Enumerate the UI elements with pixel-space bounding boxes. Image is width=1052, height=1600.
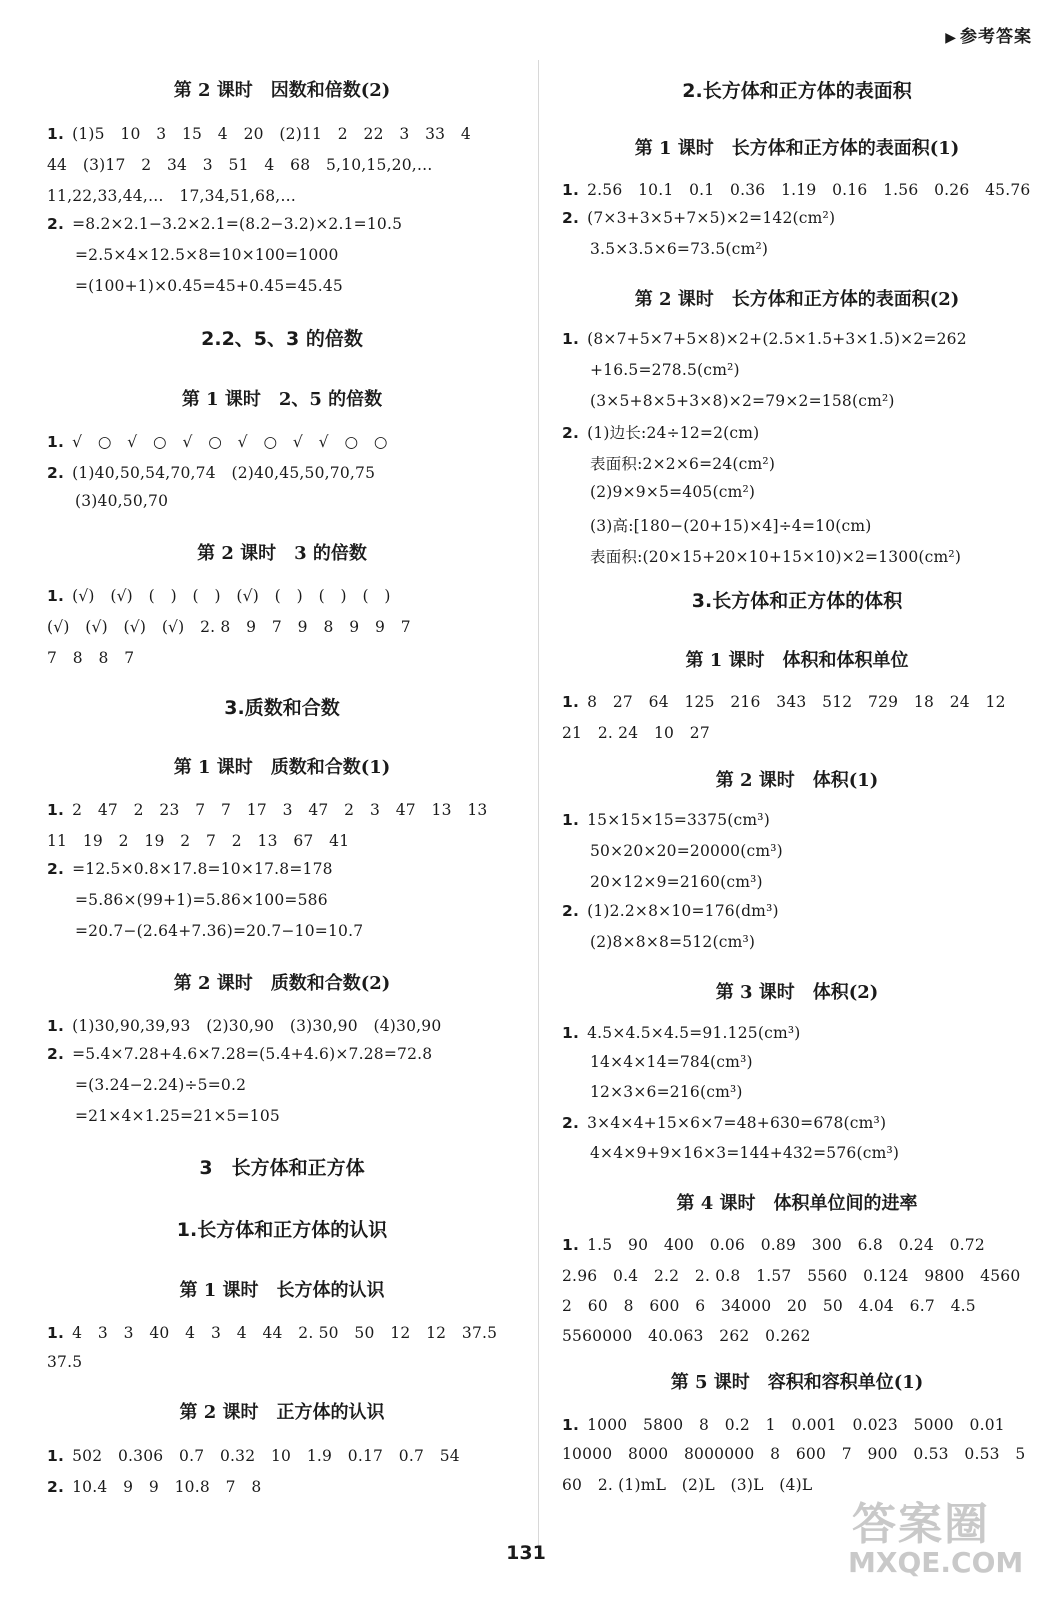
answer-text: (7×3+3×5+7×5)×2=142(cm²) [587,209,836,227]
answer-line [562,1144,1052,1162]
answer-text: (3×5+8×5+3×8)×2=79×2=158(cm²) [590,392,895,410]
answer-text: (1)5 10 3 15 4 20 (2)11 2 22 3 33 4 [72,125,471,143]
answer-line [562,514,1052,536]
question-number: 2. [47,860,65,878]
heading-text: 3.质数和合数 [224,697,340,719]
answer-text: 表面积:2×2×6=24(cm²) [590,455,776,473]
answer-text: 4 3 3 40 4 3 4 44 2. 50 50 12 12 37.5 [72,1324,498,1342]
answer-line [47,584,517,606]
answer-text: 12×3×6=216(cm³) [590,1083,743,1101]
question-number: 2. [47,1045,65,1063]
answer-line [47,492,545,510]
question-number: 1. [47,1017,65,1035]
answer-text: =20.7−(2.64+7.36)=20.7−10=10.7 [75,922,364,940]
answer-text: 50×20×20=20000(cm³) [590,842,783,860]
answer-text: =21×4×1.25=21×5=105 [75,1107,280,1125]
answer-text: 2.96 0.4 2.2 2. 0.8 1.57 5560 0.124 9800 4560 [562,1267,1021,1285]
answer-text: (3)40,50,70 [75,492,169,510]
answer-line [562,209,1032,227]
answer-line [562,545,1052,567]
answer-text: 10.4 9 9 10.8 7 8 [72,1478,262,1496]
answer-text: 1.5 90 400 0.06 0.89 300 6.8 0.24 0.72 [587,1236,985,1254]
answer-line [562,1442,1032,1464]
section-heading [47,324,517,351]
answer-text: (2)8×8×8=512(cm³) [590,933,756,951]
answer-text: =(3.24−2.24)÷5=0.2 [75,1076,247,1094]
answer-text: 15×15×15=3375(cm³) [587,811,770,829]
answer-line [47,215,517,233]
answer-line [562,811,1032,829]
section-heading [47,969,517,995]
answer-text: 14×4×14=784(cm³) [590,1053,753,1071]
answer-line [562,1083,1052,1101]
question-number: 1. [562,330,580,348]
section-heading [562,76,1032,103]
answer-text: 11,22,33,44,… 17,34,51,68,… [47,187,297,205]
answer-text: =2.5×4×12.5×8=10×100=1000 [75,246,339,264]
section-heading [47,1215,517,1242]
answer-line [47,1321,517,1343]
answer-line [562,330,1032,348]
answer-text: (1)40,50,54,70,74 (2)40,45,50,70,75 [72,464,376,482]
question-number: 2. [562,209,580,227]
answer-text: =(100+1)×0.45=45+0.45=45.45 [75,277,343,295]
heading-text: 第 1 课时 质数和合数(1) [173,757,391,778]
question-number: 1. [47,801,65,819]
answer-line [47,798,517,820]
watermark-text: 答案圈 [852,1499,990,1550]
answer-line [47,1353,517,1371]
watermark-url: MXQE.COM [848,1546,1024,1579]
watermark-logo [842,1488,1032,1588]
answer-text: 7 8 8 7 [47,649,135,667]
answer-text: 5560000 40.063 262 0.262 [562,1327,811,1345]
question-number: 2. [47,464,65,482]
section-heading [562,646,1032,672]
answer-line [562,1264,1032,1286]
answer-text: 表面积:(20×15+20×10+15×10)×2=1300(cm²) [590,548,962,566]
answer-text: 1000 5800 8 0.2 1 0.001 0.023 5000 0.01 [587,1416,1005,1434]
answer-line [47,922,545,940]
answer-text: =5.86×(99+1)=5.86×100=586 [75,891,328,909]
answer-line [47,184,517,206]
answer-line [47,277,545,295]
answer-line [47,1045,517,1063]
answer-text: 2 47 2 23 7 7 17 3 47 2 3 47 13 13 [72,801,488,819]
heading-text: 第 1 课时 长方体和正方体的表面积(1) [634,138,960,159]
answer-line [47,430,517,452]
answer-text: 8 27 64 125 216 343 512 729 18 24 12 [587,693,1006,711]
answer-line [562,1114,1032,1132]
answer-text: 2 60 8 600 6 34000 20 50 4.04 6.7 4.5 [562,1297,976,1315]
answer-line [562,902,1032,920]
answer-text: √ ○ √ ○ √ ○ √ ○ √ √ ○ ○ [72,433,388,451]
section-heading [47,1276,517,1302]
question-number: 1. [47,433,65,451]
section-heading [562,766,1032,792]
answer-line [47,153,517,175]
answer-line [562,452,1052,474]
answer-text: (1)边长:24÷12=2(cm) [587,424,760,442]
heading-text: 第 2 课时 质数和合数(2) [173,973,391,994]
answer-line [47,246,545,264]
answer-text: 10000 8000 8000000 8 600 7 900 0.53 0.53 5 [562,1445,1026,1463]
question-number: 1. [562,181,580,199]
heading-text: 第 2 课时 3 的倍数 [197,543,367,564]
answer-line [47,461,517,483]
answer-tag [945,22,1032,47]
heading-text: 2.2、5、3 的倍数 [201,328,363,350]
answer-line [562,1053,1052,1071]
answer-text: =8.2×2.1−3.2×2.1=(8.2−3.2)×2.1=10.5 [72,215,403,233]
heading-text: 第 2 课时 因数和倍数(2) [173,80,391,101]
answer-line [562,933,1052,951]
answer-text: 3.5×3.5×6=73.5(cm²) [590,240,769,258]
answer-line [562,392,1052,410]
section-heading [562,1189,1032,1215]
section-heading [562,586,1032,613]
answer-line [47,1107,545,1125]
answer-text: 11 19 2 19 2 7 2 13 67 41 [47,832,350,850]
answer-text: (8×7+5×7+5×8)×2+(2.5×1.5+3×1.5)×2=262 [587,330,967,348]
question-number: 2. [47,1478,65,1496]
answer-line [562,240,1052,258]
question-number: 1. [562,1024,580,1042]
answer-text: (1)2.2×8×10=176(dm³) [587,902,779,920]
answer-text: =12.5×0.8×17.8=10×17.8=178 [72,860,333,878]
answer-line [562,421,1032,443]
heading-text: 第 1 课时 长方体的认识 [179,1280,385,1301]
answer-text: (√) (√) ( ) ( ) (√) ( ) ( ) ( ) [72,587,391,605]
heading-text: 第 1 课时 2、5 的倍数 [181,389,383,410]
answer-text: 37.5 [47,1353,83,1371]
section-heading [47,693,517,720]
answer-text: 2.56 10.1 0.1 0.36 1.19 0.16 1.56 0.26 45.76 [587,181,1031,199]
section-heading [47,1153,517,1180]
answer-text: 502 0.306 0.7 0.32 10 1.9 0.17 0.7 54 [72,1447,460,1465]
question-number: 1. [47,1324,65,1342]
question-number: 2. [562,424,580,442]
answer-text: 4.5×4.5×4.5=91.125(cm³) [587,1024,801,1042]
answer-line [47,1444,517,1466]
answer-text: (1)30,90,39,93 (2)30,90 (3)30,90 (4)30,90 [72,1017,442,1035]
section-heading [47,385,517,411]
heading-text: 3 长方体和正方体 [199,1157,365,1179]
answer-line [562,1413,1032,1435]
answer-line [47,615,517,637]
heading-text: 第 2 课时 体积(1) [715,770,879,791]
answer-line [47,646,517,668]
answer-line [47,860,517,878]
answer-text: =5.4×7.28+4.6×7.28=(5.4+4.6)×7.28=72.8 [72,1045,433,1063]
question-number: 2. [562,1114,580,1132]
answer-line [562,1233,1032,1255]
answer-text: 3×4×4+15×6×7=48+630=678(cm³) [587,1114,887,1132]
answer-line [562,873,1052,891]
heading-text: 1.长方体和正方体的认识 [176,1219,388,1241]
heading-text: 第 4 课时 体积单位间的进率 [676,1193,918,1214]
question-number: 2. [562,902,580,920]
answer-line [562,842,1052,860]
section-heading [47,539,517,565]
answer-line [562,1024,1032,1042]
answer-text: 21 2. 24 10 27 [562,724,710,742]
answer-line [562,721,1032,743]
section-heading [562,978,1032,1004]
question-number: 1. [562,1416,580,1434]
answer-text: (2)9×9×5=405(cm²) [590,483,756,501]
question-number: 1. [47,125,65,143]
answer-text: 20×12×9=2160(cm³) [590,873,763,891]
heading-text: 2.长方体和正方体的表面积 [682,80,912,102]
section-heading [47,753,517,779]
answer-tag-label: 参考答案 [960,27,1032,47]
section-heading [47,76,517,102]
question-number: 1. [562,693,580,711]
section-heading [47,1398,517,1424]
answer-text: 4×4×9+9×16×3=144+432=576(cm³) [590,1144,900,1162]
heading-text: 第 2 课时 长方体和正方体的表面积(2) [634,289,960,310]
question-number: 1. [562,811,580,829]
answer-line [47,1475,517,1497]
answer-line [562,690,1032,712]
answer-line [47,1076,545,1094]
answer-line [47,122,517,144]
answer-line [562,1324,1032,1346]
answer-line [562,361,1052,379]
answer-line [562,178,1032,200]
heading-text: 第 2 课时 正方体的认识 [179,1402,385,1423]
question-number: 1. [562,1236,580,1254]
question-number: 2. [47,215,65,233]
answer-line [47,1014,517,1036]
answer-text: +16.5=278.5(cm²) [590,361,740,379]
section-heading [562,285,1032,311]
heading-text: 3.长方体和正方体的体积 [691,590,903,612]
answer-text: 44 (3)17 2 34 3 51 4 68 5,10,15,20,… [47,156,433,174]
heading-text: 第 5 课时 容积和容积单位(1) [670,1372,924,1393]
answer-line [47,829,517,851]
answer-text: 60 2. (1)mL (2)L (3)L (4)L [562,1476,813,1494]
answer-text: (√) (√) (√) (√) 2. 8 9 7 9 8 9 9 7 [47,618,411,636]
section-heading [562,134,1032,160]
answer-line [562,1294,1032,1316]
triangle-icon: ▶ [945,30,957,46]
answer-line [47,891,545,909]
answer-line [562,483,1052,501]
question-number: 1. [47,1447,65,1465]
question-number: 1. [47,587,65,605]
heading-text: 第 3 课时 体积(2) [715,982,879,1003]
section-heading [562,1368,1032,1394]
answer-text: (3)高:[180−(20+15)×4]÷4=10(cm) [590,517,872,535]
heading-text: 第 1 课时 体积和体积单位 [685,650,909,671]
page-number: 131 [506,1542,546,1564]
